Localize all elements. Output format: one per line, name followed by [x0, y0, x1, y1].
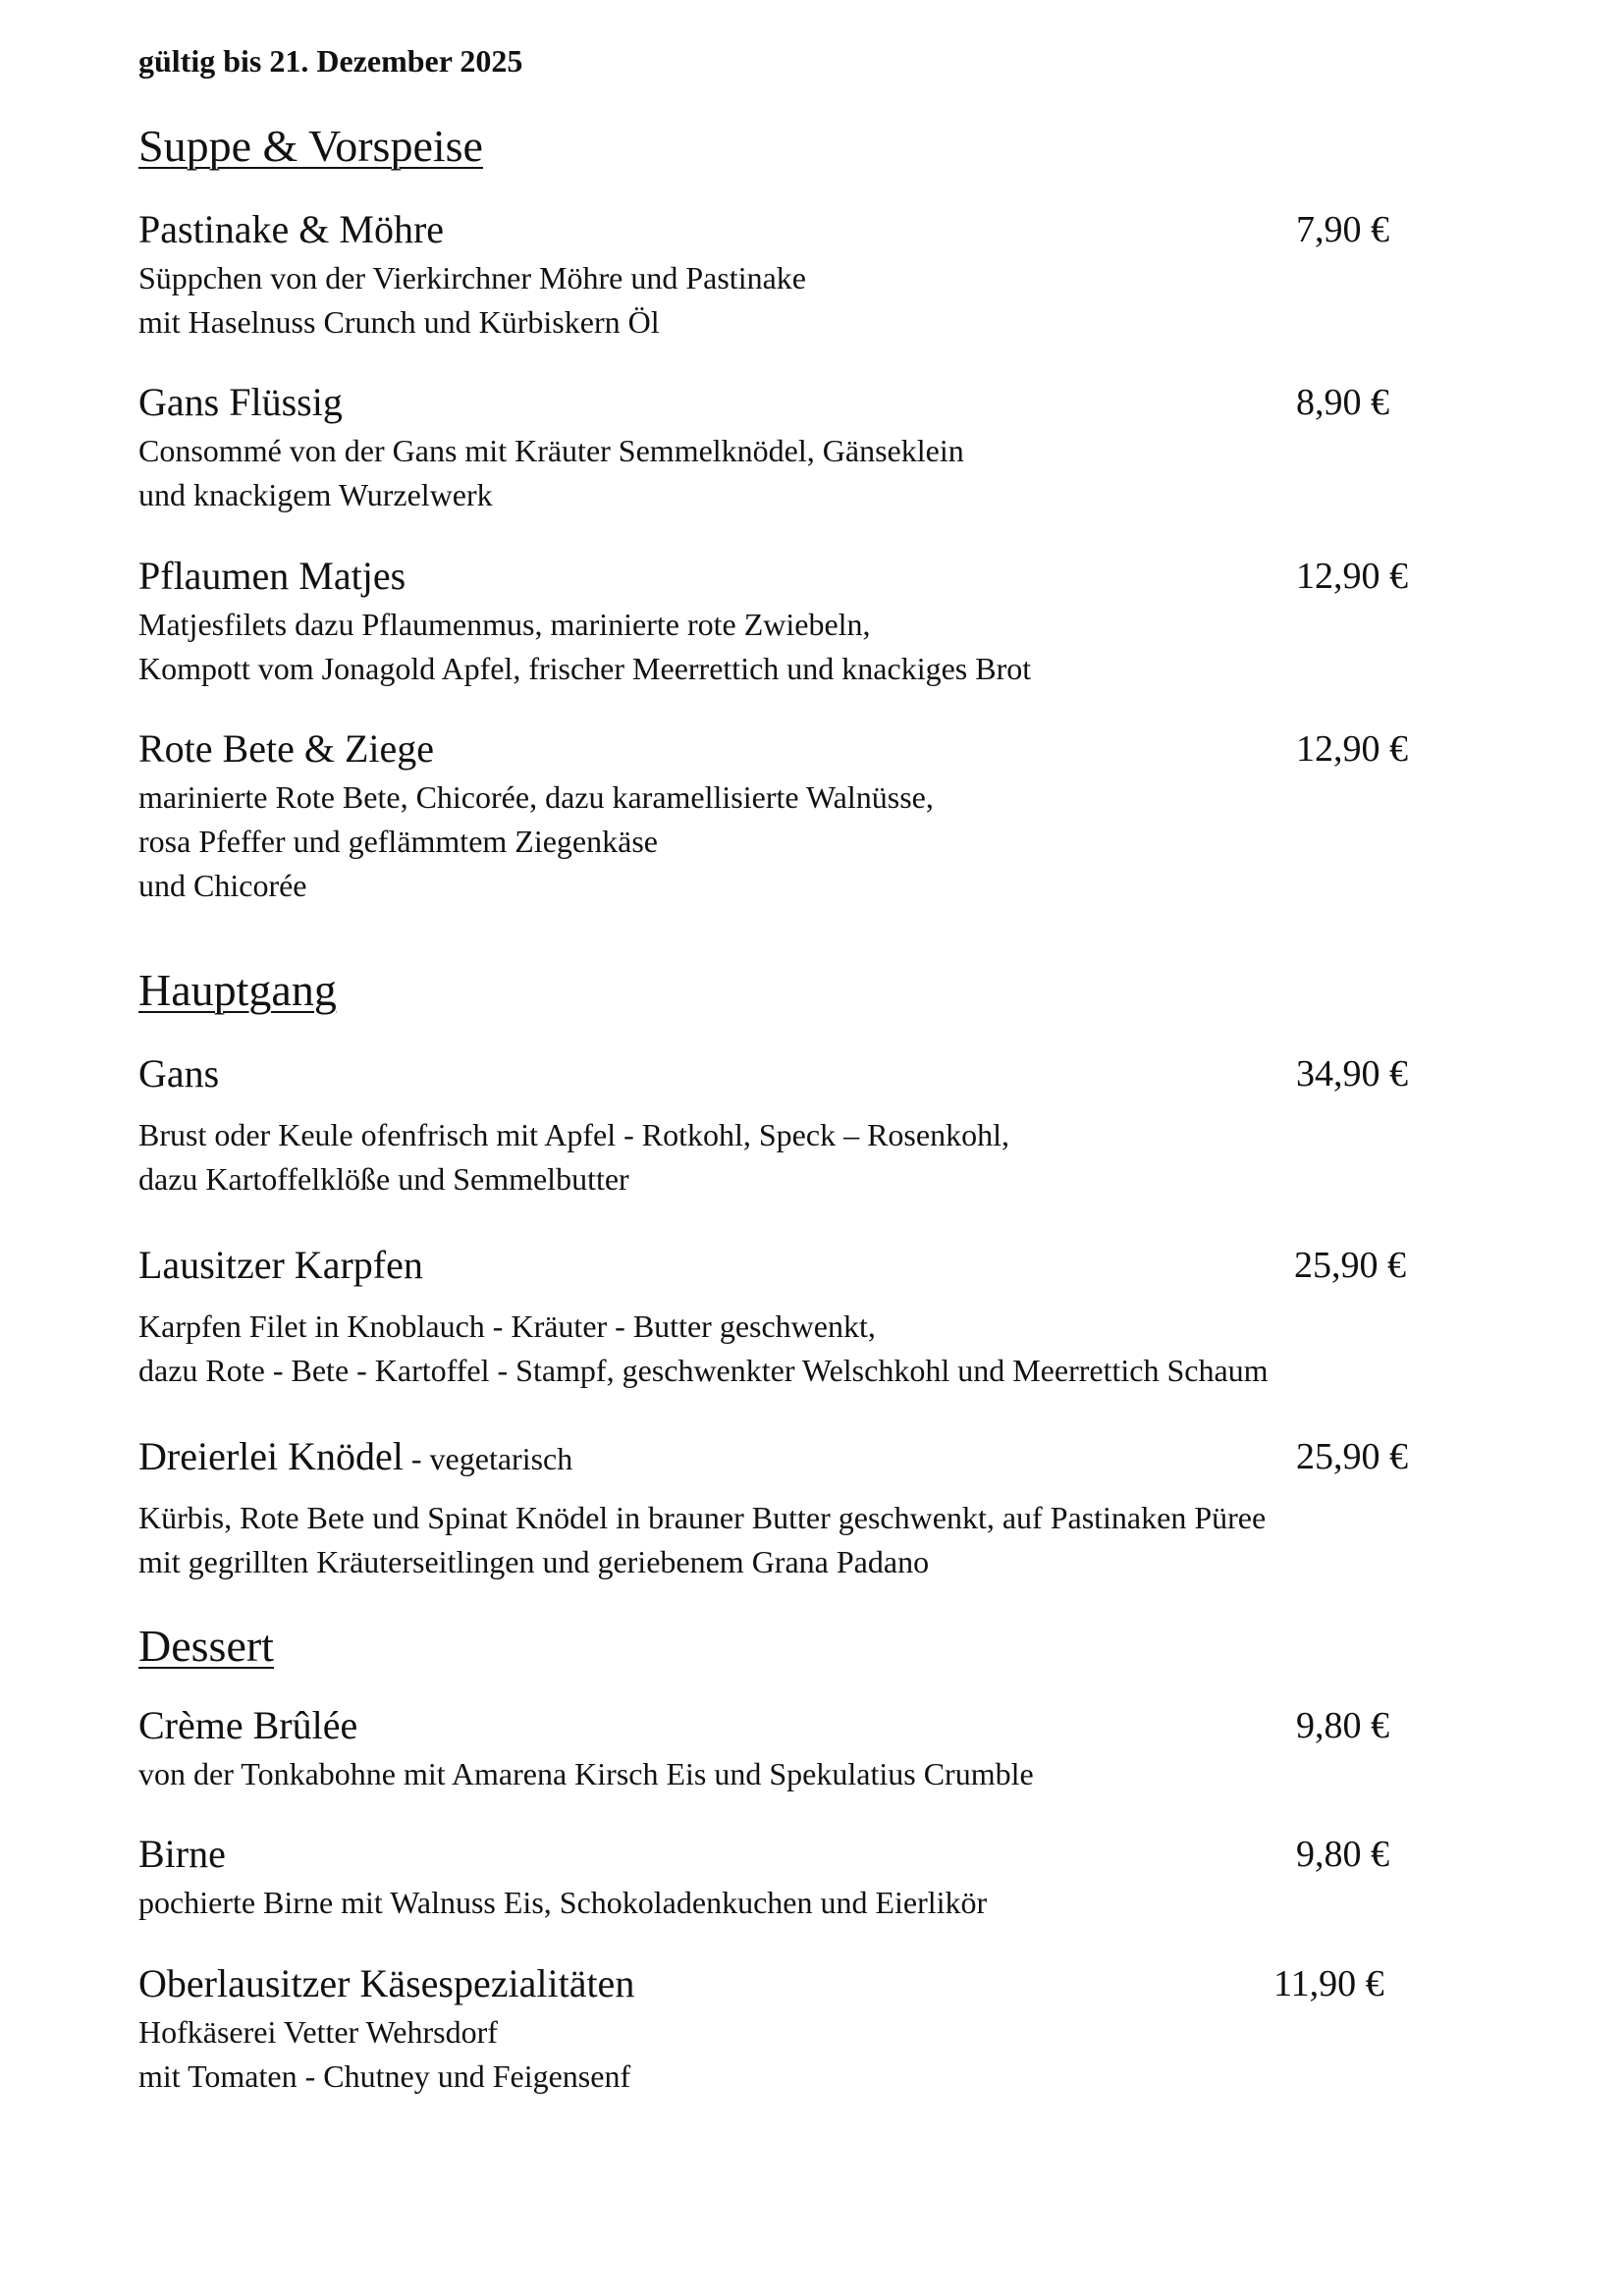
- description-line: marinierte Rote Bete, Chicorée, dazu karamellisierte Walnüsse,: [138, 779, 934, 815]
- description-line: Kompott vom Jonagold Apfel, frischer Meerrettich und knackiges Brot: [138, 651, 1032, 686]
- menu-item-price: 34,90 €: [1296, 1053, 1408, 1095]
- description-line: und Chicorée: [138, 868, 307, 903]
- menu-item-name: Pastinake & Möhre: [138, 207, 445, 251]
- menu-item-name-text: Dreierlei Knödel: [138, 1434, 404, 1478]
- menu-item-description: [138, 1496, 1266, 1584]
- menu-item-name: Gans: [138, 1051, 220, 1095]
- menu-item-price: 12,90 €: [1296, 556, 1408, 597]
- menu-item-price: 25,90 €: [1296, 1436, 1408, 1477]
- description-line: dazu Kartoffelklöße und Semmelbutter: [138, 1161, 629, 1197]
- menu-item-price: 9,80 €: [1296, 1705, 1389, 1746]
- menu-item-name-suffix: - vegetarisch: [403, 1441, 573, 1476]
- menu-item-description: [138, 2010, 630, 2099]
- menu-item-price: 9,80 €: [1296, 1834, 1389, 1875]
- menu-item-name: [138, 1433, 572, 1479]
- validity-note: gültig bis 21. Dezember 2025: [138, 43, 523, 79]
- menu-item-description: [138, 603, 1031, 691]
- description-line: Hofkäserei Vetter Wehrsdorf: [138, 2014, 498, 2050]
- menu-item-description: [138, 429, 964, 517]
- description-line: und knackigem Wurzelwerk: [138, 477, 493, 512]
- description-line: mit Tomaten - Chutney und Feigensenf: [138, 2058, 631, 2094]
- section-title-hauptgang: Hauptgang: [138, 965, 337, 1015]
- description-line: dazu Rote - Bete - Kartoffel - Stampf, geschwenkter Welschkohl und Meerrettich Schaum: [138, 1353, 1269, 1388]
- description-line: Kürbis, Rote Bete und Spinat Knödel in brauner Butter geschwenkt, auf Pastinaken Püree: [138, 1500, 1267, 1535]
- menu-item-description: [138, 1881, 987, 1925]
- menu-item-name: Oberlausitzer Käsespezialitäten: [138, 1961, 635, 2005]
- menu-item-price: 8,90 €: [1296, 382, 1389, 423]
- menu-item-name: Lausitzer Karpfen: [138, 1243, 423, 1287]
- menu-item-name: Pflaumen Matjes: [138, 554, 406, 598]
- menu-item-description: [138, 1305, 1269, 1393]
- menu-item-name: Gans Flüssig: [138, 380, 343, 424]
- menu-item-price: 25,90 €: [1294, 1245, 1406, 1286]
- menu-item-name: Rote Bete & Ziege: [138, 726, 435, 771]
- description-line: mit gegrillten Kräuterseitlingen und geriebenem Grana Padano: [138, 1544, 930, 1579]
- menu-item-price: 7,90 €: [1296, 209, 1389, 250]
- description-line: rosa Pfeffer und geflämmtem Ziegenkäse: [138, 824, 658, 859]
- section-title-dessert: Dessert: [138, 1621, 274, 1671]
- menu-item-price: 11,90 €: [1273, 1963, 1384, 2004]
- description-line: Matjesfilets dazu Pflaumenmus, marinierte rote Zwiebeln,: [138, 607, 871, 642]
- menu-item-description: [138, 1113, 1009, 1201]
- description-line: mit Haselnuss Crunch und Kürbiskern Öl: [138, 304, 660, 340]
- menu-item-name: Birne: [138, 1832, 226, 1876]
- description-line: Süppchen von der Vierkirchner Möhre und Pastinake: [138, 260, 806, 295]
- description-line: pochierte Birne mit Walnuss Eis, Schokoladenkuchen und Eierlikör: [138, 1885, 988, 1920]
- description-line: Karpfen Filet in Knoblauch - Kräuter - Butter geschwenkt,: [138, 1308, 876, 1344]
- menu-item-description: [138, 256, 806, 345]
- description-line: von der Tonkabohne mit Amarena Kirsch Eis und Spekulatius Crumble: [138, 1756, 1034, 1791]
- description-line: Brust oder Keule ofenfrisch mit Apfel - Rotkohl, Speck – Rosenkohl,: [138, 1117, 1009, 1152]
- menu-item-description: [138, 775, 934, 908]
- section-title-suppe-vorspeise: Suppe & Vorspeise: [138, 121, 483, 171]
- menu-item-description: [138, 1752, 1034, 1796]
- menu-item-price: 12,90 €: [1296, 728, 1408, 770]
- menu-item-name: Crème Brûlée: [138, 1703, 358, 1747]
- description-line: Consommé von der Gans mit Kräuter Semmelknödel, Gänseklein: [138, 433, 964, 468]
